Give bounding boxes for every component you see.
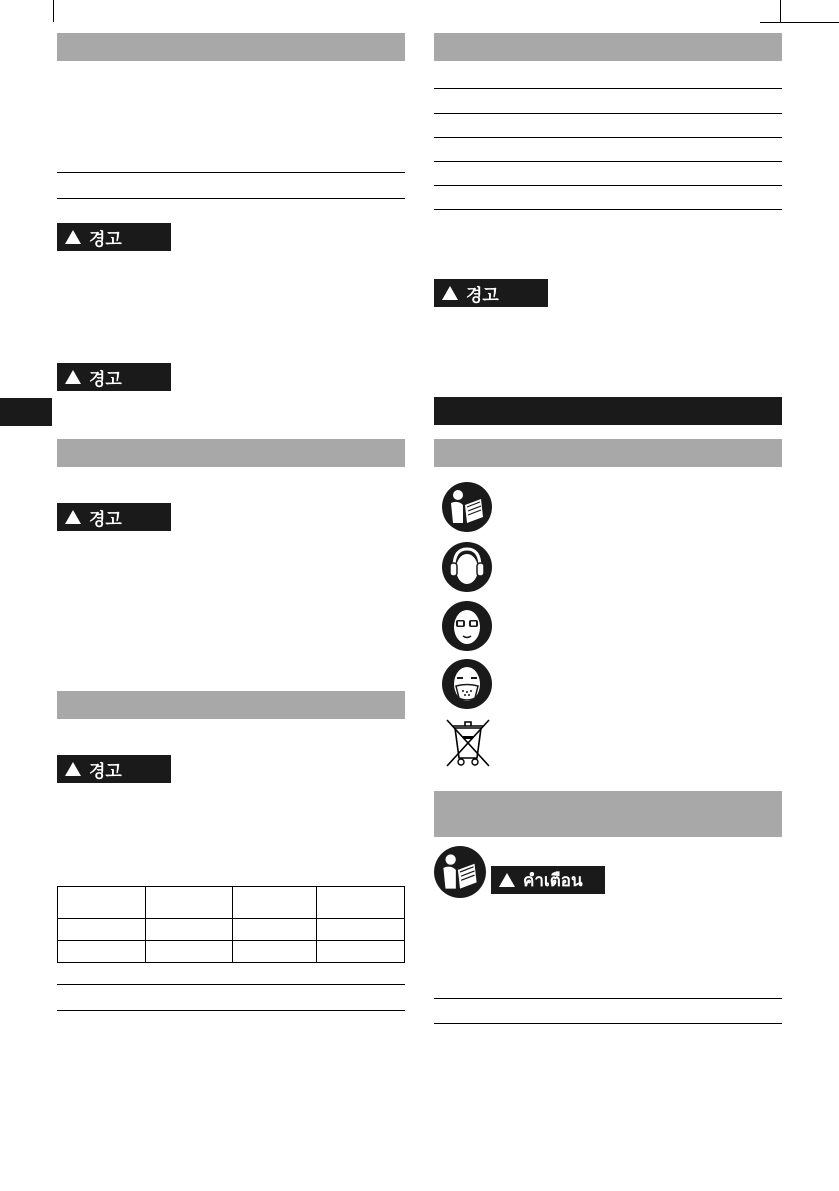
divider-line [434,88,782,89]
warning-text: 경고 [466,285,499,306]
table-cell [58,919,146,941]
warning-text: 경고 [89,369,122,390]
divider-line [434,161,782,162]
crossed-out-bin-icon [443,716,493,768]
warning-label [57,503,171,531]
crop-mark-top-right [780,0,781,22]
section-header-bar [57,33,405,61]
warning-triangle-icon [442,286,458,300]
divider-line [434,185,782,186]
table-cell [146,887,233,919]
chapter-header-bar [434,397,782,425]
warning-label [57,223,171,251]
eye-protection-icon [441,600,493,652]
divider-line [434,209,782,210]
table-row [58,919,405,941]
dust-mask-icon [441,658,493,710]
divider-line [434,998,782,999]
warning-triangle-icon [65,370,81,384]
section-header-bar [57,691,405,719]
divider-line [434,113,782,114]
table-cell [317,919,405,941]
warning-triangle-icon [65,230,81,244]
warning-triangle-icon [65,510,81,524]
divider-line [57,198,405,199]
table-cell [146,941,233,963]
language-tab [0,398,52,426]
warning-triangle-icon [65,762,81,776]
warning-triangle-icon [499,873,515,887]
warning-text: 경고 [89,509,122,530]
table-cell [233,887,317,919]
table-cell [58,941,146,963]
section-header-bar [434,33,782,61]
warning-label [491,866,605,894]
read-manual-icon [441,481,493,533]
warning-text: คำเตือน [523,870,583,891]
divider-line [57,1010,405,1011]
table-row [58,941,405,963]
section-header-bar [434,439,782,467]
divider-line [57,172,405,173]
warning-label [434,279,548,307]
spec-table [57,886,405,963]
table-row [58,887,405,919]
read-manual-icon [433,845,487,899]
table-cell [146,919,233,941]
table-cell [317,887,405,919]
divider-line [57,984,405,985]
table-cell [317,941,405,963]
crop-mark-top-left [53,0,54,22]
section-header-bar [57,439,405,467]
warning-label [57,363,171,391]
crop-mark-right [760,22,839,23]
warning-label [57,755,171,783]
divider-line [434,137,782,138]
table-cell [58,887,146,919]
divider-line [434,1023,782,1024]
section-header-bar [434,791,782,837]
table-cell [233,941,317,963]
ear-protection-icon [441,541,493,593]
warning-text: 경고 [89,229,122,250]
table-cell [233,919,317,941]
warning-text: 경고 [89,761,122,782]
